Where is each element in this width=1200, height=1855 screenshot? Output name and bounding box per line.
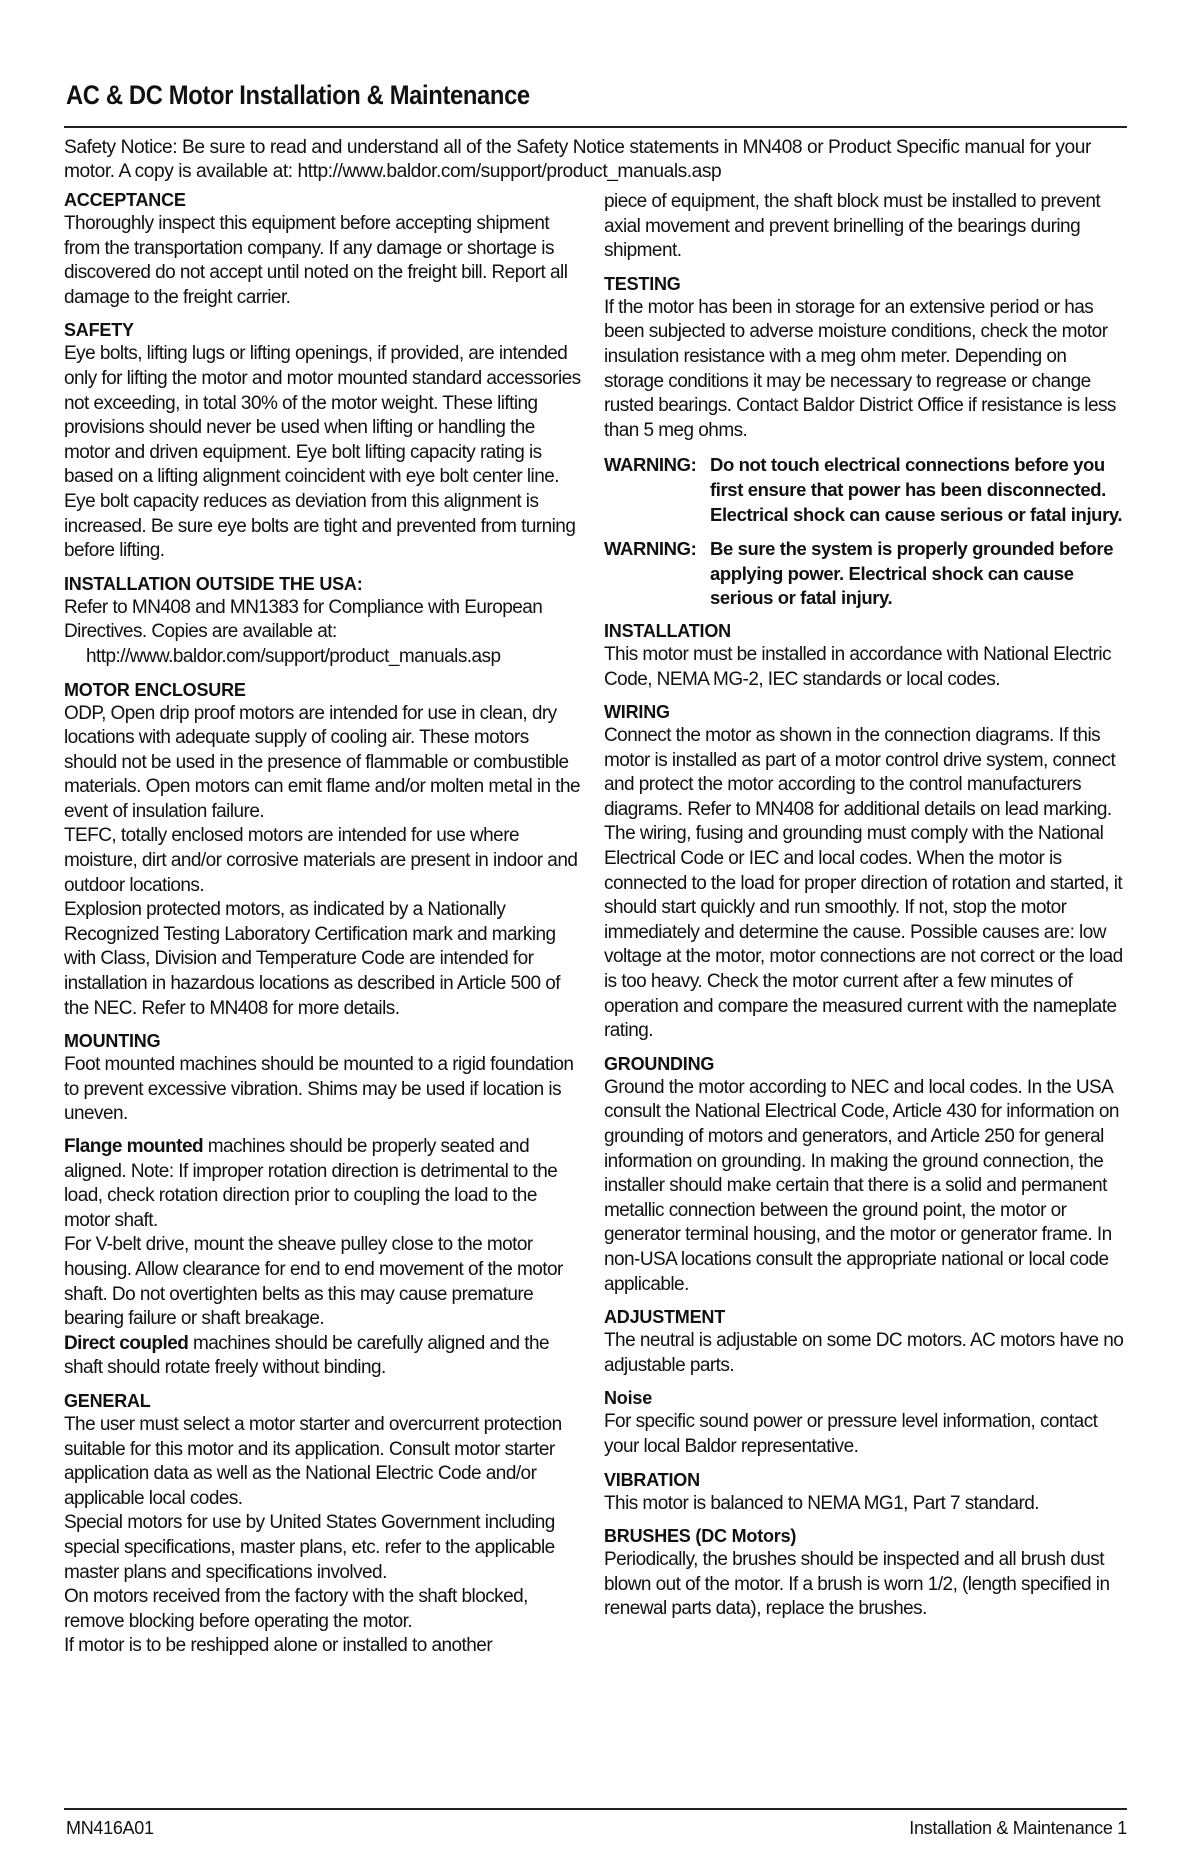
- enclosure-tefc-text: TEFC, totally enclosed motors are intended for use where moisture, dirt and/or corrosive materials are present in indoor and outdoor locations.: [64, 825, 578, 896]
- safety-text: Eye bolts, lifting lugs or lifting openings, if provided, are intended only for lifting the motor and motor mounted standard accessories not exceeding, in total 30% of the motor weight. These lifting provisions should never be used when lifting or handling the motor and driven equipment. Eye bolt lifting capacity rating is based on a lifting alignment coincident with eye bolt center line. Eye bolt capacity reduces as deviation from this alignment is increased. Be sure eye bolts are tight and prevented from turning before lifting.: [64, 343, 581, 562]
- installation-heading: INSTALLATION: [604, 620, 731, 641]
- footer-section-page: Installation & Maintenance 1: [909, 1818, 1127, 1838]
- warning-grounding-text: Be sure the system is properly grounded before applying power. Electrical shock can cause serious or fatal injury.: [710, 538, 1114, 609]
- enclosure-explosion-text: Explosion protected motors, as indicated by a Nationally Recognized Testing Laboratory Certification mark and marking with Class, Division and Temperature Code are intended for installation in hazardous locations as described in Article 500 of the NEC. Refer to MN408 for more details.: [64, 899, 561, 1019]
- general-blocked-text: On motors received from the factory with the shaft blocked, remove blocking before operating the motor.: [64, 1586, 528, 1632]
- vibration-heading: VIBRATION: [604, 1469, 700, 1490]
- page-title: AC & DC Motor Installation & Maintenance: [66, 80, 530, 110]
- wiring-text: Connect the motor as shown in the connection diagrams. If this motor is installed as part of a motor control drive system, connect and protect the motor according to the control manufacturers diagrams. Refer to MN408 for additional details on lead marking. The wiring, fusing and grounding must comply with the National Electrical Code or IEC and local codes. When the motor is connected to the load for proper direction of rotation and started, it should start quickly and run smoothly. If not, stop the motor immediately and determine the cause. Possible causes are: low voltage at the motor, motor connections are not correct or the load is too heavy. Check the motor current after a few minutes of operation and compare the measured current with the nameplate rating.: [604, 725, 1123, 1042]
- warning-label: WARNING:: [604, 538, 697, 560]
- document-number: MN416A01: [66, 1818, 154, 1838]
- warning-electrical-text: Do not touch electrical connections before you first ensure that power has been disconnected. Electrical shock can cause serious or fatal injury.: [710, 454, 1123, 525]
- direct-lead: Direct coupled: [64, 1332, 189, 1354]
- safety-notice: Safety Notice: Be sure to read and understand all of the Safety Notice statements in MN408 or Product Specific manual for your motor. A copy is available at: http://www.baldor.com/support/product_manuals.asp: [64, 137, 1091, 182]
- safety-heading: SAFETY: [64, 320, 134, 341]
- acceptance-text: Thoroughly inspect this equipment before accepting shipment from the transportation company. If any damage or shortage is discovered do not accept until noted on the freight bill. Report all damage to the freight carrier.: [64, 213, 568, 308]
- grounding-text: Ground the motor according to NEC and local codes. In the USA consult the National Electrical Code, Article 430 for information on grounding of motors and generators, and Article 250 for general information on grounding. In making the ground connection, the installer should make certain that there is a solid and permanent metallic connection between the ground point, the motor or generator terminal housing, and the motor or generator frame. In non-USA locations consult the appropriate national or local code applicable.: [604, 1076, 1119, 1295]
- mounting-heading: MOUNTING: [64, 1031, 161, 1052]
- vibration-text: This motor is balanced to NEMA MG1, Part 7 standard.: [604, 1492, 1039, 1514]
- flange-lead: Flange mounted: [64, 1136, 204, 1157]
- warning-label: WARNING:: [604, 454, 697, 476]
- title-rule: [64, 126, 1127, 128]
- general-reship-text: If motor is to be reshipped alone or installed to another: [64, 1635, 493, 1657]
- general-text: The user must select a motor starter and overcurrent protection suitable for this motor and its application. Consult motor starter application data as well as the National Electric Code and/or applicable local codes.: [64, 1413, 562, 1509]
- reship-continued-text: piece of equipment, the shaft block must be installed to prevent axial movement and prevent brinelling of the bearings during shipment.: [604, 191, 1101, 262]
- testing-heading: TESTING: [604, 273, 681, 294]
- manual-page: [64, 0, 1127, 1855]
- direct-paragraph: [64, 1332, 584, 1381]
- right-column: [604, 190, 1124, 1622]
- testing-text: If the motor has been in storage for an extensive period or has been subjected to adverse moisture conditions, check the motor insulation resistance with a meg ohm meter. Depending on storage conditions it may be necessary to regrease or change rusted bearings. Contact Baldor District Office if resistance is less than 5 meg ohms.: [604, 296, 1116, 441]
- noise-text: For specific sound power or pressure level information, contact your local Baldor representative.: [604, 1411, 1098, 1457]
- flange-text: machines should be properly seated and aligned. Note: If improper rotation direction is detrimental to the load, check rotation direction prior to coupling the load to the motor shaft.: [64, 1136, 558, 1231]
- general-special-text: Special motors for use by United States Government including special specifications, master plans, etc. refer to the applicable master plans and specifications involved.: [64, 1512, 555, 1583]
- wiring-heading: WIRING: [604, 702, 670, 723]
- direct-text: machines should be carefully aligned and the shaft should rotate freely without binding.: [64, 1332, 550, 1379]
- flange-paragraph: [64, 1135, 584, 1233]
- brushes-heading: BRUSHES (DC Motors): [604, 1526, 797, 1547]
- left-column: [64, 188, 584, 1659]
- warning-electrical: [604, 453, 1124, 527]
- vbelt-text: For V-belt drive, mount the sheave pulley close to the motor housing. Allow clearance for end to end movement of the motor shaft. Do not overtighten belts as this may cause premature bearing failure or shaft breakage.: [64, 1234, 563, 1330]
- acceptance-heading: ACCEPTANCE: [64, 190, 186, 210]
- noise-heading: Noise: [604, 1388, 653, 1409]
- installation-text: This motor must be installed in accordance with National Electric Code, NEMA MG-2, IEC standards or local codes.: [604, 643, 1112, 690]
- mounting-text: Foot mounted machines should be mounted to a rigid foundation to prevent excessive vibration. Shims may be used if location is uneven.: [64, 1054, 574, 1125]
- grounding-heading: GROUNDING: [604, 1053, 715, 1074]
- warning-grounding: [604, 537, 1124, 611]
- footer-rule: [64, 1808, 1127, 1810]
- enclosure-heading: MOTOR ENCLOSURE: [64, 679, 246, 700]
- brushes-text: Periodically, the brushes should be inspected and all brush dust blown out of the motor. If a brush is worn 1/2, (length specified in renewal parts data), replace the brushes.: [604, 1549, 1110, 1620]
- general-heading: GENERAL: [64, 1390, 151, 1411]
- outside-usa-heading: INSTALLATION OUTSIDE THE USA:: [64, 573, 363, 594]
- manuals-url: http://www.baldor.com/support/product_manuals.asp: [86, 645, 501, 667]
- adjustment-text: The neutral is adjustable on some DC motors. AC motors have no adjustable parts.: [604, 1330, 1124, 1376]
- adjustment-heading: ADJUSTMENT: [604, 1307, 726, 1328]
- enclosure-odp-text: ODP, Open drip proof motors are intended for use in clean, dry locations with adequate supply of cooling air. These motors should not be used in the presence of flammable or combustible materials. Open motors can emit flame and/or molten metal in the event of insulation failure.: [64, 702, 581, 822]
- outside-usa-text: Refer to MN408 and MN1383 for Compliance with European Directives. Copies are available at:: [64, 596, 543, 643]
